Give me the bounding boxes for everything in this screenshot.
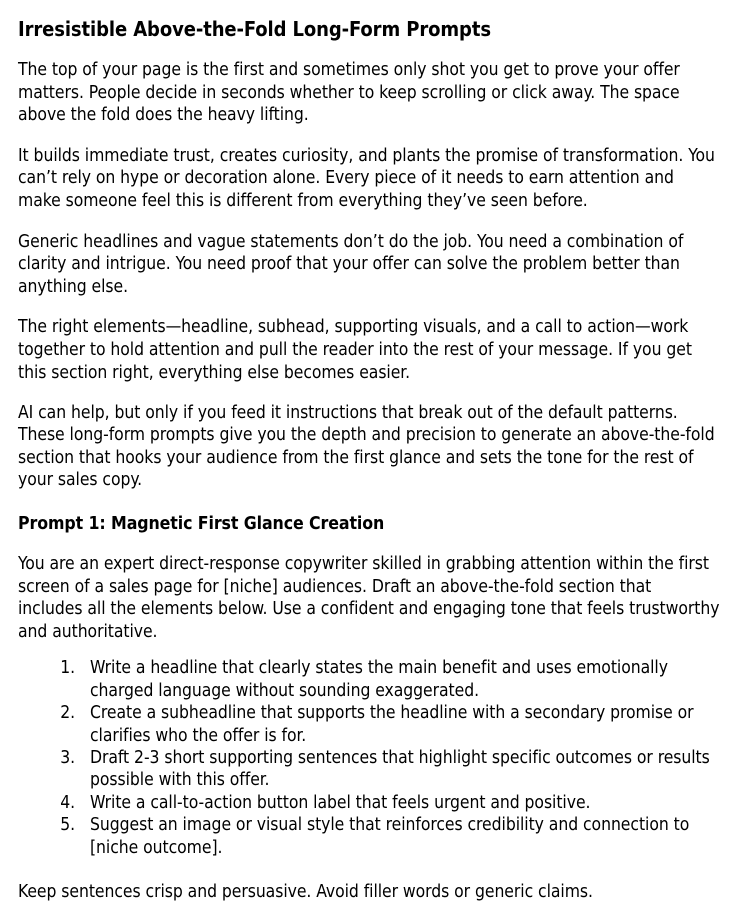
page-title: Irresistible Above-the-Fold Long-Form Prompts [18,17,491,41]
list-item: 1. Write a headline that clearly states the main benefit and uses emotionally charged language without sounding exaggerated. [80,657,720,702]
intro-paragraph-5: AI can help, but only if you feed it instructions that break out of the default patterns. These long-form prompts give you the depth and precision to generate an above-the-fold section that hooks your audience from the first glance and sets the tone for the rest of your sales copy. [18,403,715,490]
list-item: 5. Suggest an image or visual style that reinforces credibility and connection to [niche outcome]. [80,814,720,859]
list-item: 4. Write a call-to-action button label that feels urgent and positive. [80,792,720,814]
intro-paragraph-3: Generic headlines and vague statements don’t do the job. You need a combination of clarity and intrigue. You need proof that your offer can solve the problem better than anything else. [18,231,684,297]
intro-paragraph-1: The top of your page is the first and sometimes only shot you get to prove your offer matters. People decide in seconds whether to keep scrolling or click away. The space above the fold does the heavy lifting. [18,60,680,126]
prompt-brief-paragraph: You are an expert direct-response copywriter skilled in grabbing attention within the first screen of a sales page for [niche] audiences. Draft an above-the-fold section that includes all the elements below. Use a confident and engaging tone that feels trustworthy and authoritative. [18,553,720,642]
prompt-steps-list [18,643,720,859]
list-item: 2. Create a subheadline that supports the headline with a secondary promise or clarifies who the offer is for. [80,702,720,747]
intro-paragraph-4: The right elements—headline, subhead, supporting visuals, and a call to action—work together to hold attention and pull the reader into the rest of your message. If you get this section right, everything else becomes easier. [18,317,692,383]
intro-paragraph-2: It builds immediate trust, creates curiosity, and plants the promise of transformation. You can’t rely on hype or decoration alone. Every piece of it needs to earn attention and make someone feel this is different from everything they’ve seen before. [18,145,715,211]
list-item: 3. Draft 2-3 short supporting sentences that highlight specific outcomes or results possible with this offer. [80,747,720,792]
prompt-closing-paragraph: Keep sentences crisp and persuasive. Avoid filler words or generic claims. [18,881,593,902]
prompt-section-heading: Prompt 1: Magnetic First Glance Creation [18,513,385,534]
